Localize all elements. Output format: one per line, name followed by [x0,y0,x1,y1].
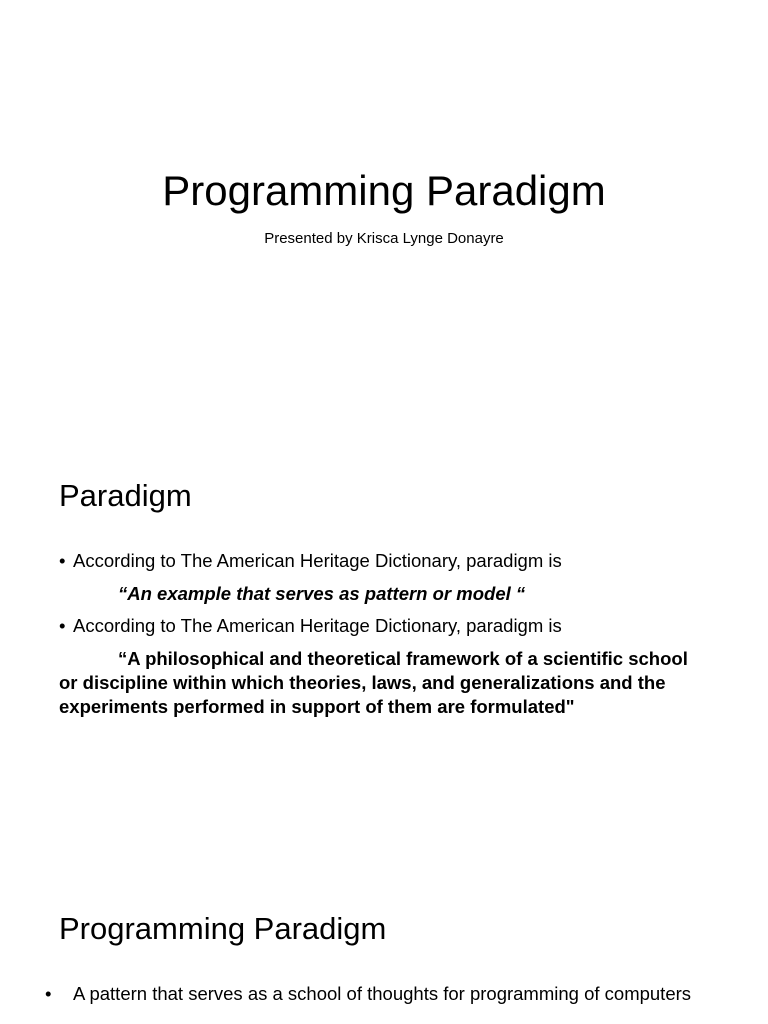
slide-programming-paradigm [0,864,768,1024]
definition-quote: “An example that serves as pattern or model “ [118,583,526,604]
bullet-text: A pattern that serves as a school of thoughts for programming of computers [73,983,692,1004]
slide-heading: Paradigm [59,478,192,513]
bullet-text: According to The American Heritage Dictionary, paradigm is [73,615,562,636]
bullet-icon: • [59,550,66,571]
definition-quote: “A philosophical and theoretical framework of a scientific school or discipline within which theories, laws, and generalizations and the experiments performed in support of them are formulated" [59,648,688,717]
bullet-item [45,983,728,1005]
slide-paradigm [0,432,768,864]
bullet-item [59,615,728,637]
bullet-item [59,550,728,572]
presenter-subtitle: Presented by Krisca Lynge Donayre [264,230,504,247]
slide-heading: Programming Paradigm [59,911,387,946]
presentation-title: Programming Paradigm [162,167,606,214]
bullet-icon: • [59,615,66,636]
slide-title [0,0,768,432]
bullet-icon: • [45,983,52,1004]
bullet-text: According to The American Heritage Dictionary, paradigm is [73,550,562,571]
